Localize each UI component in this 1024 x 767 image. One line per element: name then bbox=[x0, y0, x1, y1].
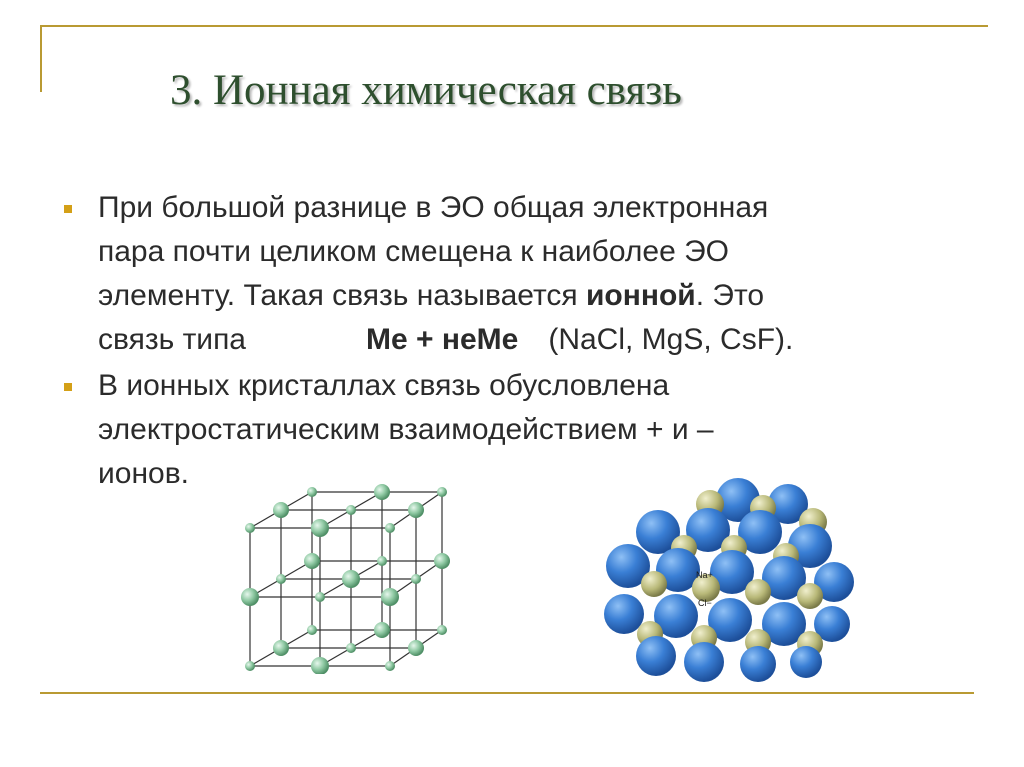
bullet-text-line: электростатическим взаимодействием + и – bbox=[98, 413, 714, 446]
bullet-text-line: В ионных кристаллах связь обусловлена bbox=[98, 369, 670, 402]
nacl-crystal-model-image bbox=[598, 474, 860, 684]
bullet-text-line bbox=[98, 274, 962, 318]
bullet-text-line: пара почти целиком смещена к наиболее ЭО bbox=[98, 235, 729, 268]
bullet-text: . Это bbox=[695, 279, 765, 312]
bullet-item bbox=[62, 186, 962, 362]
cation-label: Na+ bbox=[696, 570, 713, 580]
bullet-marker-icon bbox=[64, 205, 72, 213]
sphere-packing bbox=[604, 478, 854, 682]
examples-text: (NaCl, MgS, CsF). bbox=[548, 323, 794, 356]
bond-formula: Ме + неМе bbox=[366, 323, 519, 356]
bullet-marker-icon bbox=[64, 383, 72, 391]
bullet-text-line: ионов. bbox=[98, 457, 189, 490]
frame-left-line bbox=[40, 25, 42, 92]
bullet-text: связь типа bbox=[98, 323, 246, 356]
bullet-text-line bbox=[98, 318, 962, 362]
bullet-text: элементу. Такая связь называется bbox=[98, 279, 586, 312]
frame-top-line bbox=[40, 25, 988, 27]
anion-label: Cl− bbox=[698, 598, 712, 608]
frame-bottom-line bbox=[40, 692, 974, 694]
crystal-lattice-image bbox=[236, 484, 456, 674]
bullet-list bbox=[62, 186, 962, 498]
slide-title: 3. Ионная химическая связь bbox=[170, 67, 682, 114]
bold-term: ионной bbox=[585, 279, 696, 312]
bullet-text-line: При большой разнице в ЭО общая электронная bbox=[98, 191, 769, 224]
